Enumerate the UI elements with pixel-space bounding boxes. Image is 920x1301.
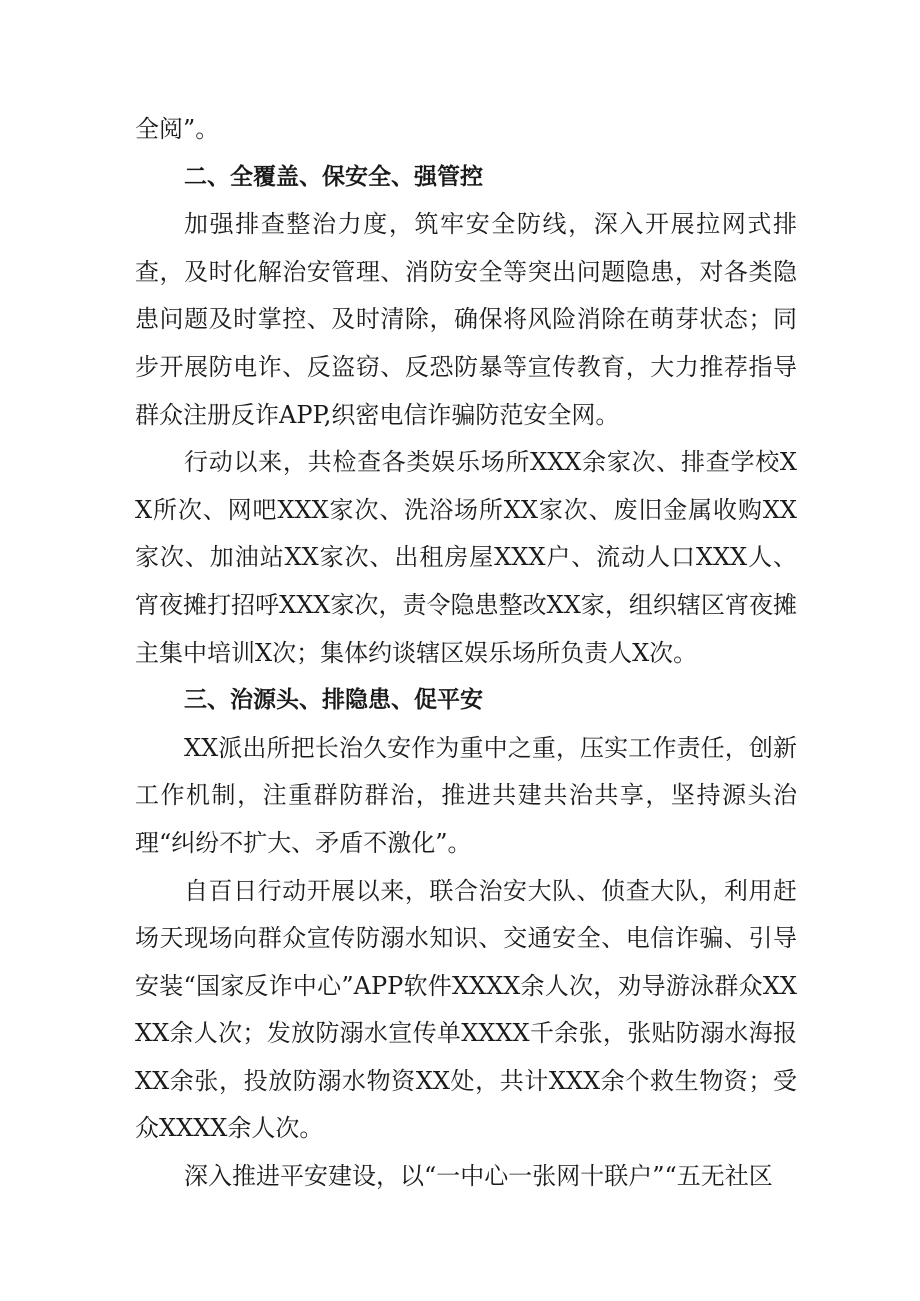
document-body [135, 106, 797, 1201]
section-heading-2: 二、全覆盖、保安全、强管控 [184, 163, 483, 190]
paragraph: 加强排查整治力度，筑牢安全防线，深入开展拉网式排查，及时化解治安管理、消防安全等突出问题隐患，对各类隐患问题及时掌控、及时清除，确保将风险消除在萌芽状态；同步开展防电诈、反盗窃、反恐防暴等宣传教育，大力推荐指导群众注册反诈APP,织密电信诈骗防范安全网。 [135, 210, 797, 429]
section-heading-3: 三、治源头、排隐患、促平安 [184, 687, 483, 714]
paragraph-continuation: 全阅”。 [135, 115, 220, 143]
paragraph: 自百日行动开展以来，联合治安大队、侦查大队，利用赶场天现场向群众宣传防溺水知识、交通安全、电信诈骗、引导安装“国家反诈中心”APP软件XXXX余人次，劝导游泳群众XXXX余人次；发放防溺水宣传单XXXX千余张，张贴防溺水海报XX余张，投放防溺水物资XX处，共计XXX余个救生物资；受众XXXX余人次。 [135, 876, 797, 1143]
paragraph: XX派出所把长治久安作为重中之重，压实工作责任，创新工作机制，注重群防群治，推进共建共治共享，坚持源头治理“纠纷不扩大、矛盾不激化”。 [135, 733, 797, 857]
paragraph: 深入推进平安建设，以“一中心一张网十联户”“五无社区 [184, 1162, 773, 1191]
paragraph: 行动以来，共检查各类娱乐场所XXX余家次、排查学校XX所次、网吧XXX家次、洗浴场所XX家次、废旧金属收购XX家次、加油站XX家次、出租房屋XXX户、流动人口XXX人、宵夜摊打招呼XXX家次，责令隐患整改XX家，组织辖区宵夜摊主集中培训X次；集体约谈辖区娱乐场所负责人X次。 [135, 448, 797, 667]
